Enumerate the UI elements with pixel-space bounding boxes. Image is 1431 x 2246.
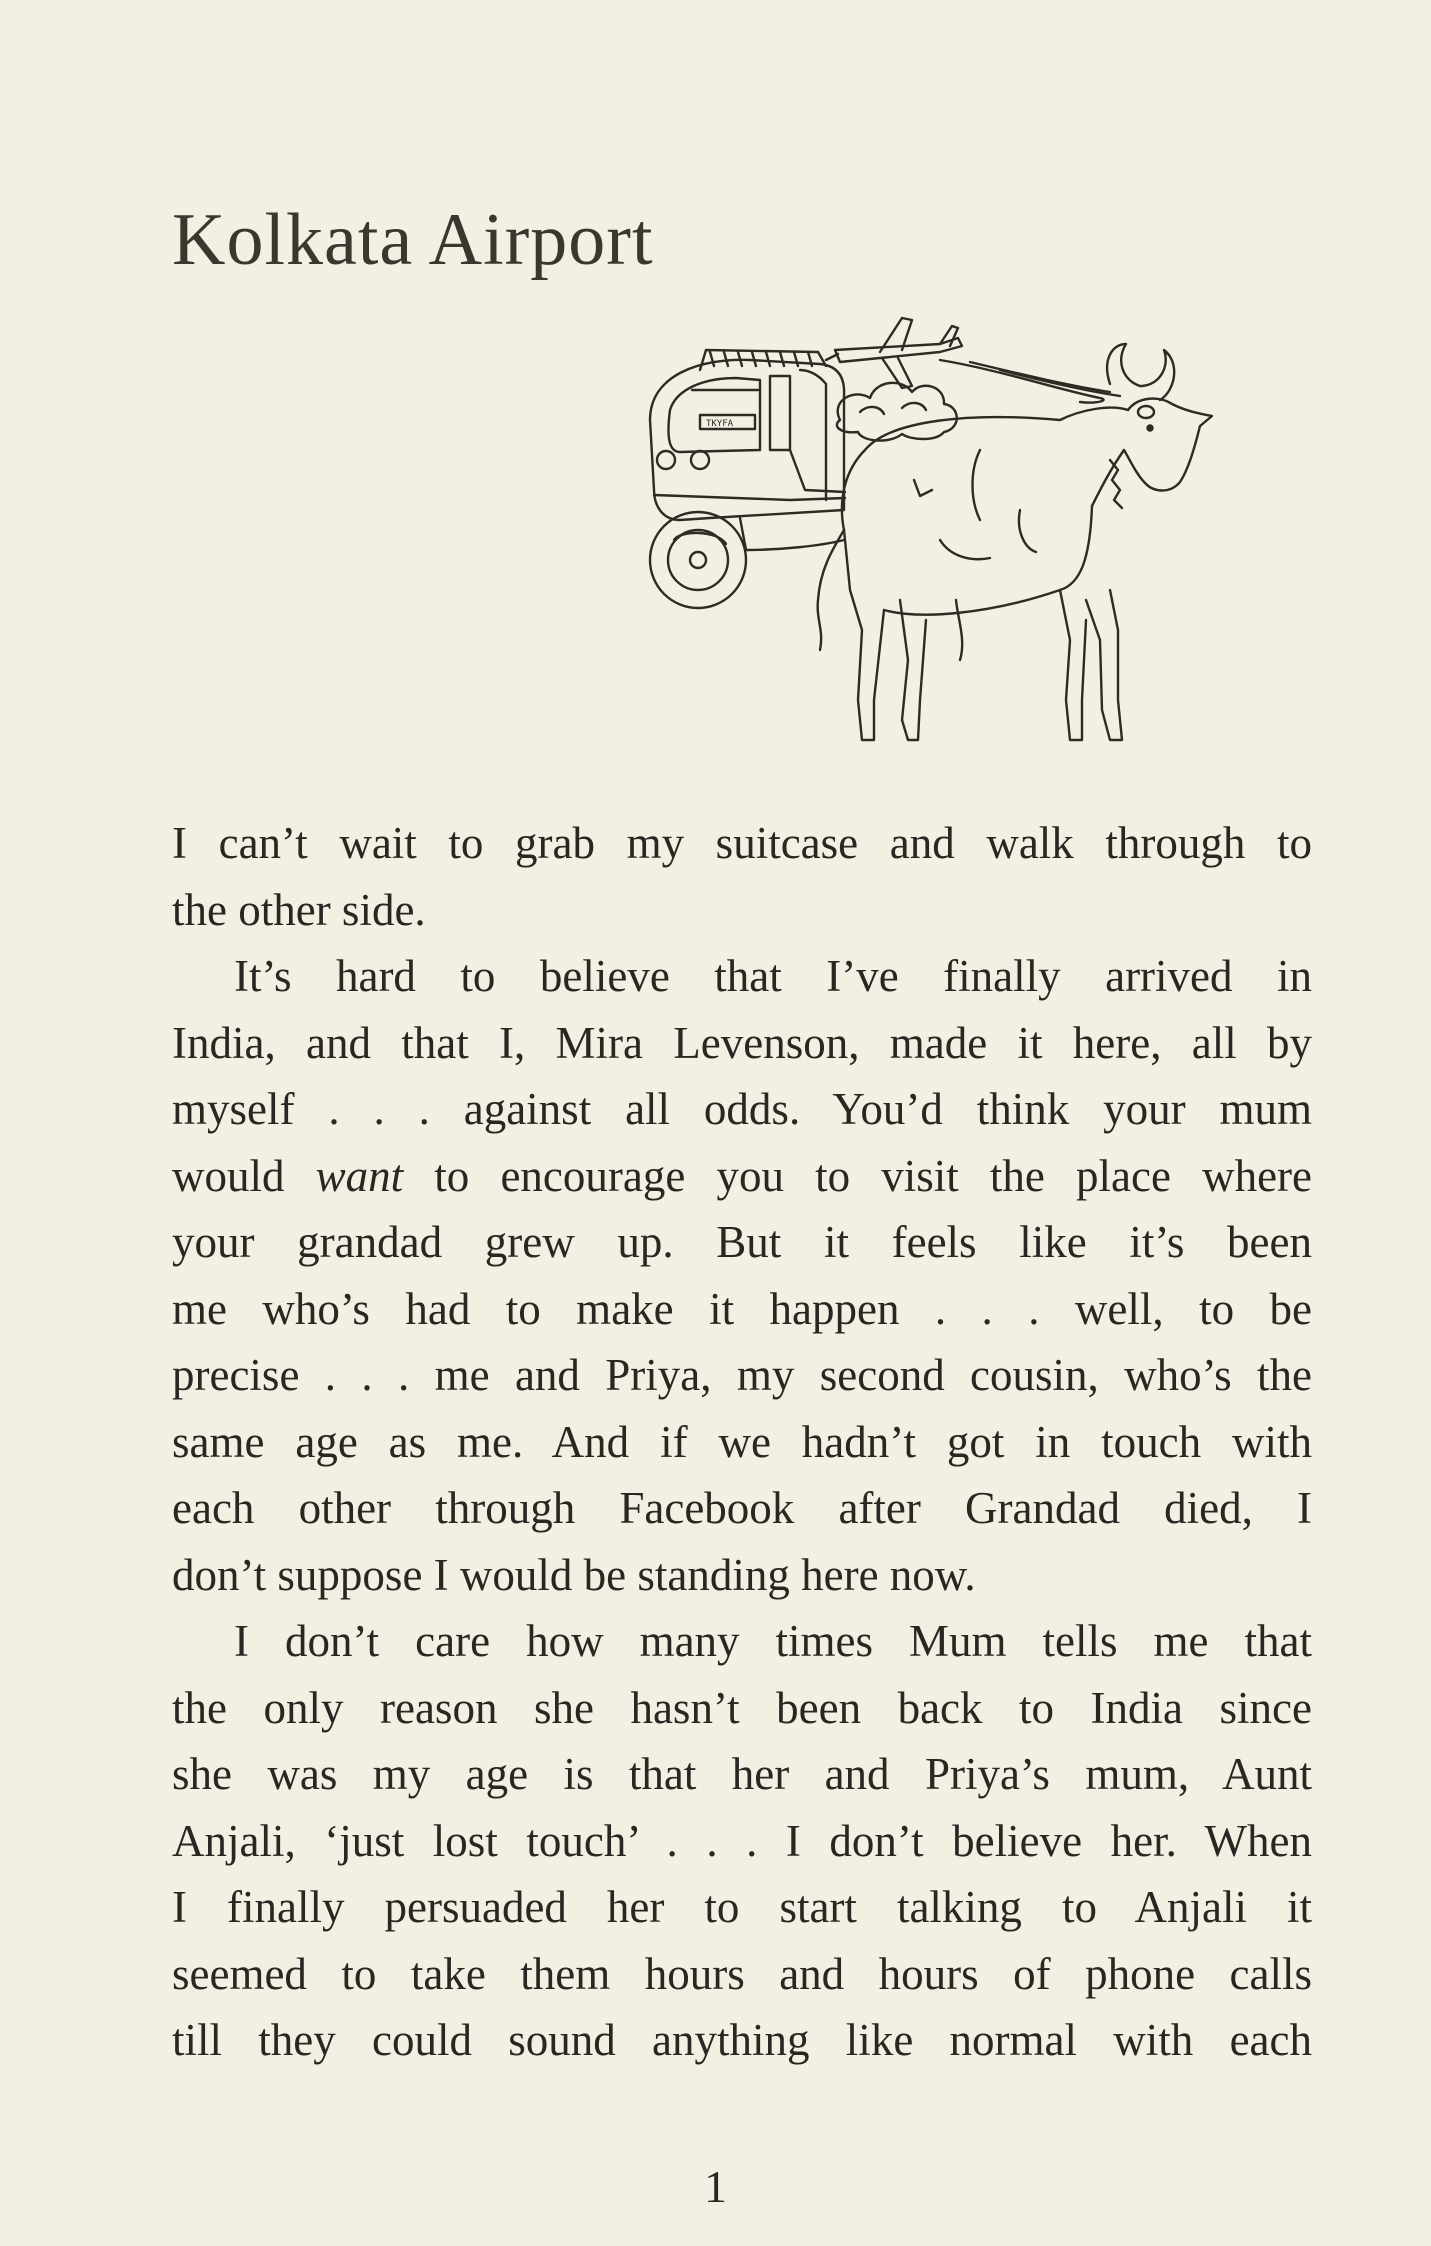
emphasis-word: want — [315, 1150, 404, 1201]
text-line: seemed to take them hours and hours of phone calls — [172, 1948, 1312, 1999]
text-line: Anjali, ‘just lost touch’ . . . I don’t believe her. When — [172, 1815, 1312, 1866]
text-line: It’s hard to believe that I’ve finally arrived in — [234, 951, 1312, 1001]
body-text — [172, 810, 1312, 2074]
text-line: till they could sound anything like normal with each — [172, 2015, 1312, 2065]
text-line: your grandad grew up. But it feels like it’s been — [172, 1217, 1312, 1267]
text-fragment: would — [172, 1150, 316, 1201]
text-line: she was my age is that her and Priya’s mum, Aunt — [172, 1749, 1312, 1799]
auto-rickshaw-icon — [650, 350, 845, 608]
page-number: 1 — [704, 2161, 727, 2212]
text-line: don’t suppose I would be standing here now. — [172, 1549, 976, 1600]
text-line: I can’t wait to grab my suitcase and walk through to — [172, 818, 1312, 868]
text-line: each other through Facebook after Grandad died, I — [172, 1483, 1312, 1533]
text-line: same age as me. And if we hadn’t got in touch with — [172, 1416, 1312, 1467]
text-line: I finally persuaded her to start talking to Anjali it — [172, 1882, 1312, 1932]
airplane-icon — [826, 318, 962, 388]
text-line: the only reason she hasn’t been back to India since — [172, 1682, 1312, 1733]
text-fragment: to encourage you to visit the place where — [403, 1150, 1312, 1201]
cow-icon — [818, 344, 1212, 740]
rickshaw-plate: TKYFA — [706, 419, 734, 429]
wind-swoosh — [940, 360, 1120, 403]
chapter-illustration — [640, 300, 1260, 770]
text-line: I don’t care how many times Mum tells me that — [234, 1616, 1312, 1666]
chapter-title: Kolkata Airport — [172, 199, 654, 281]
cloud-icon — [837, 383, 957, 441]
text-line: me who’s had to make it happen . . . well, to be — [172, 1283, 1312, 1334]
text-line: India, and that I, Mira Levenson, made it here, all by — [172, 1017, 1312, 1068]
text-line-with-emphasis — [172, 1143, 1312, 1210]
text-line: myself . . . against all odds. You’d think your mum — [172, 1084, 1312, 1134]
text-line: precise . . . me and Priya, my second cousin, who’s the — [172, 1350, 1312, 1400]
text-line: the other side. — [172, 884, 426, 935]
